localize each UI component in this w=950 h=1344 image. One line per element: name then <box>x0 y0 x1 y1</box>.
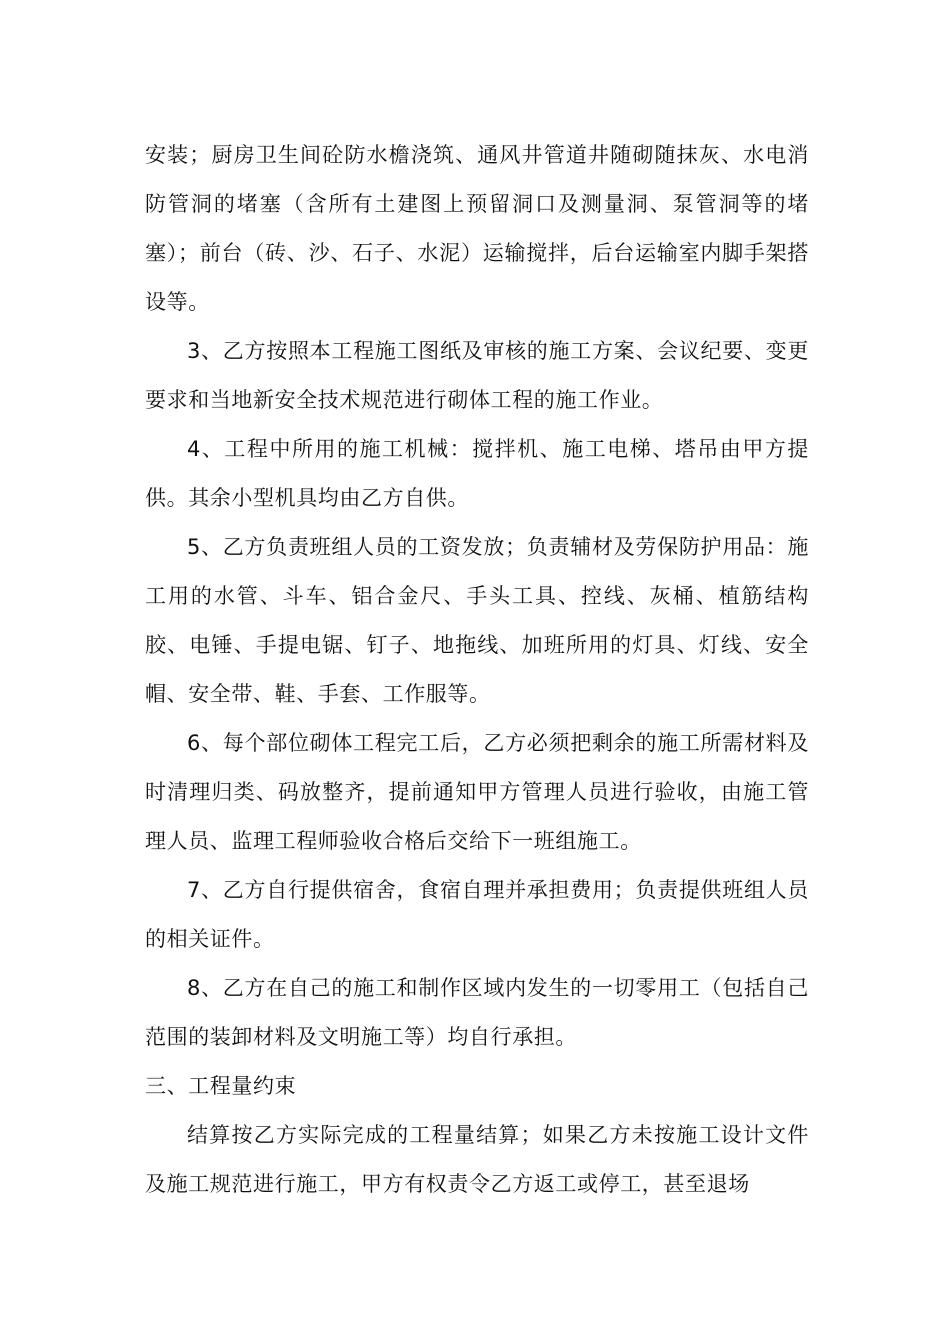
paragraph-item-3: 3、乙方按照本工程施工图纸及审核的施工方案、会议纪要、变更要求和当地新安全技术规范进行砌体工程的施工作业。 <box>145 339 809 412</box>
paragraph-item-6: 6、每个部位砌体工程完工后，乙方必须把剩余的施工所需材料及时清理归类、码放整齐，提前通知甲方管理人员进行验收，由施工管理人员、监理工程师验收合格后交给下一班组施工。 <box>145 731 809 853</box>
paragraph-settlement: 结算按乙方实际完成的工程量结算；如果乙方未按施工设计文件及施工规范进行施工，甲方有权责令乙方返工或停工，甚至退场 <box>145 1123 809 1196</box>
paragraph-item-8: 8、乙方在自己的施工和制作区域内发生的一切零用工（包括自己范围的装卸材料及文明施工等）均自行承担。 <box>145 976 809 1049</box>
paragraph-continuation: 安装；厨房卫生间砼防水檐浇筑、通风井管道井随砌随抹灰、水电消防管洞的堵塞（含所有土建图上预留洞口及测量洞、泵管洞等的堵塞）；前台（砖、沙、石子、水泥）运输搅拌，后台运输室内脚手架搭设等。 <box>145 143 809 314</box>
document-body <box>145 131 809 1209</box>
paragraph-item-5: 5、乙方负责班组人员的工资发放；负责辅材及劳保防护用品：施工用的水管、斗车、铝合金尺、手头工具、控线、灰桶、植筋结构胶、电锤、手提电锯、钉子、地拖线、加班所用的灯具、灯线、安全帽、安全带、鞋、手套、工作服等。 <box>145 535 809 706</box>
paragraph-item-7: 7、乙方自行提供宿舍，食宿自理并承担费用；负责提供班组人员的相关证件。 <box>145 878 809 951</box>
paragraph-item-4: 4、工程中所用的施工机械：搅拌机、施工电梯、塔吊由甲方提供。其余小型机具均由乙方自供。 <box>145 437 809 510</box>
section-heading-3: 三、工程量约束 <box>145 1074 297 1098</box>
